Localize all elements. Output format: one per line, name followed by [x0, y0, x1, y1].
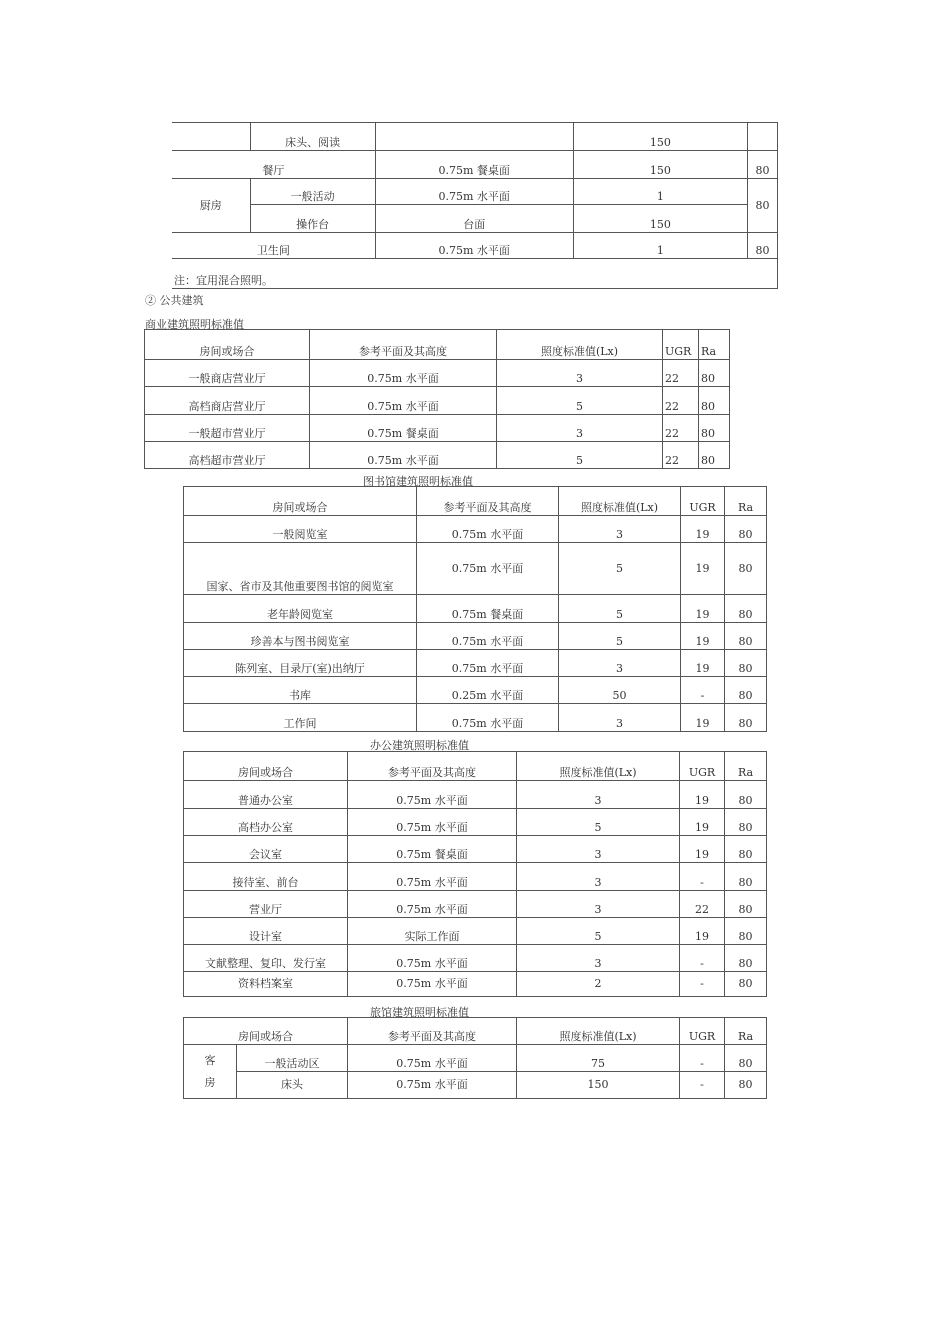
ugr-cell: 19 [680, 809, 725, 836]
header-ra: Ra [725, 752, 767, 781]
header-ra: Ra [699, 330, 730, 360]
lux-cell: 1 [573, 233, 747, 259]
plane-cell: 0.75m 水平面 [375, 233, 573, 259]
ra-cell: 80 [725, 863, 767, 891]
ugr-cell: 22 [663, 360, 699, 387]
note-text: 注：宜用混合照明。 [172, 259, 778, 289]
ugr-cell: - [680, 1045, 725, 1072]
lux-cell: 3 [517, 945, 680, 972]
table-row [172, 179, 778, 205]
lux-cell: 150 [517, 1072, 680, 1099]
ra-cell: 80 [699, 387, 730, 415]
header-lux: 照度标准值(Lx) [517, 752, 680, 781]
plane-cell: 0.75m 水平面 [310, 442, 497, 469]
header-row [184, 752, 767, 781]
room-cell: 高档办公室 [184, 809, 348, 836]
ugr-cell: - [681, 677, 725, 704]
plane-cell: 0.75m 水平面 [417, 516, 559, 543]
plane-cell: 0.75m 水平面 [417, 623, 559, 650]
room-cell: 一般商店营业厅 [145, 360, 310, 387]
ra-cell: 80 [747, 179, 777, 233]
ugr-cell: 19 [680, 836, 725, 863]
plane-cell: 0.75m 水平面 [348, 781, 517, 809]
ugr-cell: - [680, 972, 725, 997]
table-row [145, 415, 730, 442]
header-ra: Ra [725, 1018, 767, 1045]
table-row [145, 387, 730, 415]
table-row [184, 516, 767, 543]
room-cell: 文献整理、复印、发行室 [184, 945, 348, 972]
ra-cell: 80 [725, 836, 767, 863]
plane-cell: 0.75m 餐桌面 [310, 415, 497, 442]
ugr-cell: 22 [663, 415, 699, 442]
lux-cell: 5 [559, 623, 681, 650]
room-cell: 工作间 [184, 704, 417, 732]
header-ugr: UGR [680, 1018, 725, 1045]
plane-cell: 0.75m 水平面 [417, 543, 559, 595]
lux-cell: 5 [517, 918, 680, 945]
ra-cell: 80 [725, 543, 767, 595]
header-room: 房间或场合 [145, 330, 310, 360]
room-cell: 高档超市营业厅 [145, 442, 310, 469]
header-room: 房间或场合 [184, 487, 417, 516]
ra-cell: 80 [747, 151, 777, 179]
ra-cell: 80 [725, 623, 767, 650]
plane-cell: 0.25m 水平面 [417, 677, 559, 704]
plane-cell: 0.75m 水平面 [348, 891, 517, 918]
table-row [184, 863, 767, 891]
room-cell: 一般活动区 [237, 1045, 348, 1072]
table-row [184, 918, 767, 945]
table-row [145, 360, 730, 387]
header-plane: 参考平面及其高度 [348, 1018, 517, 1045]
room-cell: 接待室、前台 [184, 863, 348, 891]
ra-cell [747, 123, 777, 151]
ugr-cell: 19 [681, 516, 725, 543]
table-row [184, 809, 767, 836]
plane-cell: 台面 [375, 205, 573, 233]
room-cell: 床头 [237, 1072, 348, 1099]
lux-cell: 3 [559, 704, 681, 732]
lux-cell: 5 [559, 595, 681, 623]
plane-cell: 0.75m 水平面 [348, 809, 517, 836]
lux-cell: 50 [559, 677, 681, 704]
ugr-cell: - [680, 945, 725, 972]
library-title: 图书馆建筑照明标准值 [363, 475, 473, 488]
lux-cell: 3 [517, 836, 680, 863]
header-room: 房间或场合 [184, 1018, 348, 1045]
ra-cell: 80 [725, 1045, 767, 1072]
lux-cell: 3 [517, 891, 680, 918]
room-cell: 营业厅 [184, 891, 348, 918]
ugr-cell: 19 [681, 595, 725, 623]
table-row [184, 945, 767, 972]
lux-cell: 5 [517, 809, 680, 836]
table-row [172, 233, 778, 259]
lux-cell: 3 [559, 516, 681, 543]
table-row [172, 123, 778, 151]
table-row [184, 677, 767, 704]
ugr-cell: 19 [681, 543, 725, 595]
table-row [172, 151, 778, 179]
group-cell: 厨房 [172, 179, 250, 233]
room-cell: 一般阅览室 [184, 516, 417, 543]
ra-cell: 80 [725, 891, 767, 918]
group-label-top: 客 [204, 1053, 216, 1067]
commercial-table [144, 329, 730, 469]
table-row [184, 704, 767, 732]
ugr-cell: - [680, 863, 725, 891]
office-title: 办公建筑照明标准值 [370, 739, 469, 752]
room-cell: 普通办公室 [184, 781, 348, 809]
room-cell: 资料档案室 [184, 972, 348, 997]
lux-cell: 3 [497, 360, 663, 387]
lux-cell: 5 [559, 543, 681, 595]
ra-cell: 80 [725, 781, 767, 809]
room-cell: 高档商店营业厅 [145, 387, 310, 415]
header-ra: Ra [725, 487, 767, 516]
header-ugr: UGR [663, 330, 699, 360]
ugr-cell: - [680, 1072, 725, 1099]
ugr-cell: 22 [663, 387, 699, 415]
ra-cell: 80 [725, 945, 767, 972]
plane-cell: 0.75m 水平面 [417, 650, 559, 677]
plane-cell: 0.75m 水平面 [348, 1045, 517, 1072]
ugr-cell: 19 [681, 623, 725, 650]
lux-cell: 150 [573, 205, 747, 233]
plane-cell: 0.75m 水平面 [348, 863, 517, 891]
header-lux: 照度标准值(Lx) [497, 330, 663, 360]
lux-cell: 150 [573, 151, 747, 179]
lux-cell: 75 [517, 1045, 680, 1072]
lux-cell: 5 [497, 442, 663, 469]
table-row [145, 442, 730, 469]
table-row [184, 650, 767, 677]
ra-cell: 80 [747, 233, 777, 259]
plane-cell: 0.75m 餐桌面 [348, 836, 517, 863]
ra-cell: 80 [699, 360, 730, 387]
plane-cell: 实际工作面 [348, 918, 517, 945]
group-label-bottom: 房 [204, 1075, 216, 1089]
table-row [172, 205, 778, 233]
room-cell: 书库 [184, 677, 417, 704]
plane-cell: 0.75m 水平面 [348, 1072, 517, 1099]
header-row [184, 487, 767, 516]
lux-cell: 150 [573, 123, 747, 151]
room-cell: 卫生间 [172, 233, 375, 259]
ra-cell: 80 [725, 595, 767, 623]
room-cell: 床头、阅读 [250, 123, 375, 151]
table-row [184, 1072, 767, 1099]
ugr-cell: 19 [680, 918, 725, 945]
header-lux: 照度标准值(Lx) [517, 1018, 680, 1045]
header-room: 房间或场合 [184, 752, 348, 781]
ra-cell: 80 [699, 415, 730, 442]
header-ugr: UGR [681, 487, 725, 516]
hotel-title: 旅馆建筑照明标准值 [370, 1006, 469, 1019]
ugr-cell: 19 [681, 704, 725, 732]
room-cell: 一般超市营业厅 [145, 415, 310, 442]
ra-cell: 80 [725, 677, 767, 704]
ra-cell: 80 [725, 704, 767, 732]
residential-table [172, 122, 778, 289]
lux-cell: 2 [517, 972, 680, 997]
header-ugr: UGR [680, 752, 725, 781]
ra-cell: 80 [725, 650, 767, 677]
section-heading: ② 公共建筑 [145, 294, 204, 307]
ugr-cell: 19 [681, 650, 725, 677]
ugr-cell: 22 [680, 891, 725, 918]
ugr-cell: 22 [663, 442, 699, 469]
plane-cell: 0.75m 水平面 [348, 972, 517, 997]
table-row [184, 972, 767, 997]
table-row [184, 543, 767, 595]
ra-cell: 80 [725, 809, 767, 836]
plane-cell: 0.75m 水平面 [375, 179, 573, 205]
plane-cell: 0.75m 水平面 [310, 387, 497, 415]
lux-cell: 3 [497, 415, 663, 442]
lux-cell: 1 [573, 179, 747, 205]
room-cell: 陈列室、目录厅(室)出纳厅 [184, 650, 417, 677]
plane-cell: 0.75m 水平面 [417, 704, 559, 732]
room-cell: 珍善本与图书阅览室 [184, 623, 417, 650]
ra-cell: 80 [725, 972, 767, 997]
header-plane: 参考平面及其高度 [417, 487, 559, 516]
header-plane: 参考平面及其高度 [310, 330, 497, 360]
plane-cell: 0.75m 水平面 [310, 360, 497, 387]
group-cell [184, 1045, 237, 1099]
note-row [172, 259, 778, 289]
room-cell: 设计室 [184, 918, 348, 945]
ugr-cell: 19 [680, 781, 725, 809]
plane-cell [375, 123, 573, 151]
room-cell: 操作台 [250, 205, 375, 233]
table-row [184, 891, 767, 918]
ra-cell: 80 [725, 1072, 767, 1099]
room-cell: 餐厅 [172, 151, 375, 179]
ra-cell: 80 [725, 918, 767, 945]
header-plane: 参考平面及其高度 [348, 752, 517, 781]
plane-cell: 0.75m 餐桌面 [375, 151, 573, 179]
room-cell: 一般活动 [250, 179, 375, 205]
ra-cell: 80 [725, 516, 767, 543]
table-row [184, 836, 767, 863]
commercial-title: 商业建筑照明标准值 [145, 318, 244, 331]
ra-cell: 80 [699, 442, 730, 469]
header-row [184, 1018, 767, 1045]
library-table [183, 486, 767, 732]
office-table [183, 751, 767, 997]
room-cell: 国家、省市及其他重要图书馆的阅览室 [184, 543, 417, 595]
header-row [145, 330, 730, 360]
table-row [184, 623, 767, 650]
plane-cell: 0.75m 餐桌面 [417, 595, 559, 623]
table-row [184, 781, 767, 809]
lux-cell: 3 [559, 650, 681, 677]
hotel-table [183, 1017, 767, 1099]
plane-cell: 0.75m 水平面 [348, 945, 517, 972]
table-row [184, 595, 767, 623]
lux-cell: 3 [517, 863, 680, 891]
lux-cell: 3 [517, 781, 680, 809]
room-cell: 会议室 [184, 836, 348, 863]
room-cell: 老年龄阅览室 [184, 595, 417, 623]
table-row [184, 1045, 767, 1072]
header-lux: 照度标准值(Lx) [559, 487, 681, 516]
lux-cell: 5 [497, 387, 663, 415]
